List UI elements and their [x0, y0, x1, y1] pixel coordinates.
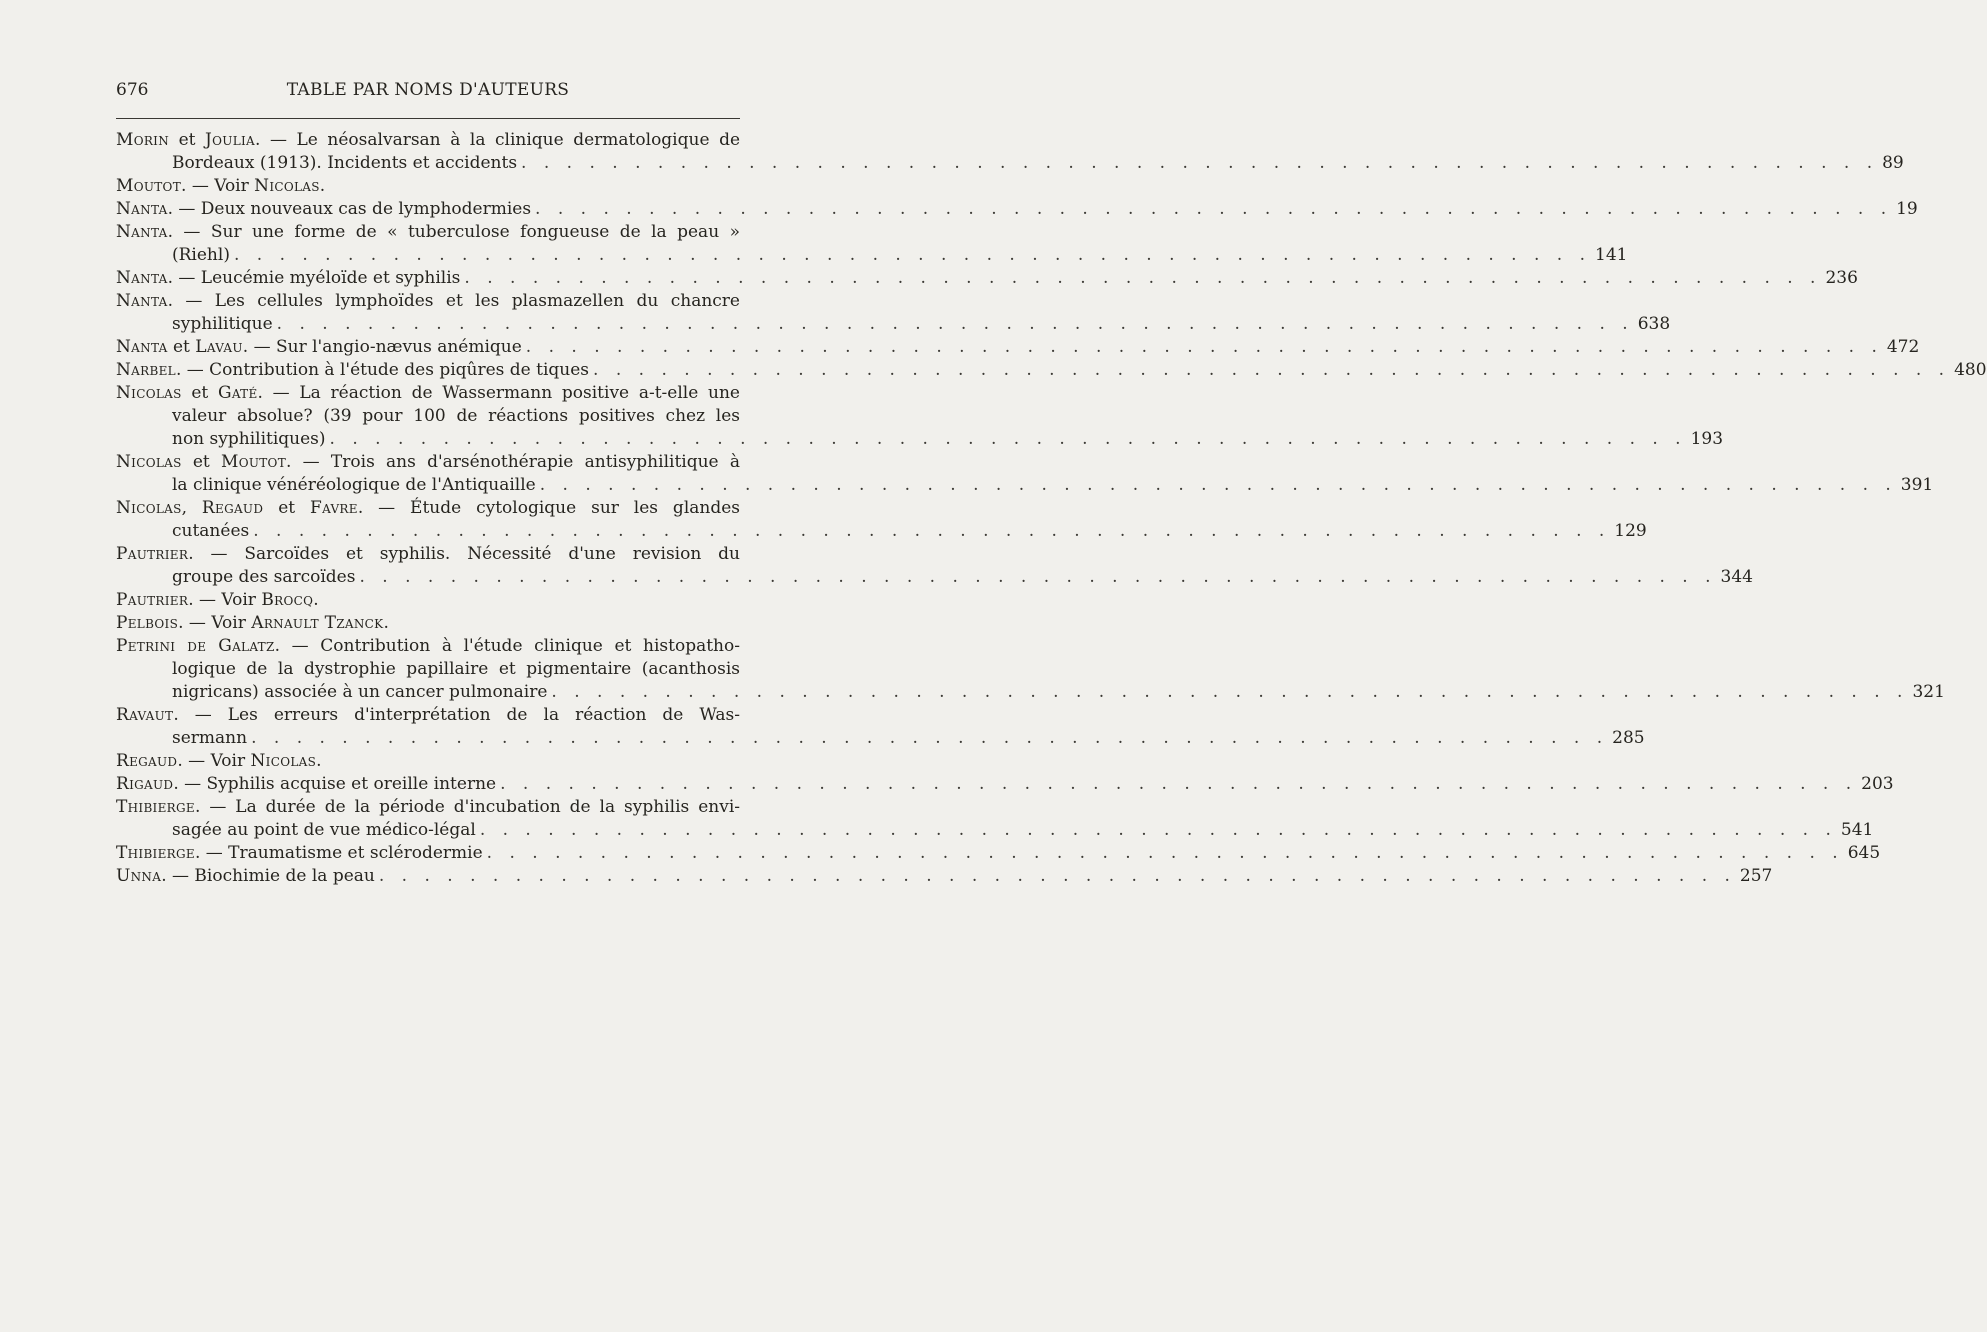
- index-entry: [116, 750, 740, 773]
- author-name: Nanta: [116, 291, 168, 311]
- index-entry: [116, 865, 1773, 888]
- dot-leader: . . . . . . . . . . . . . . . . . . . . . . . . . . . . . . . . . . . . . . . . . . . . . . . . . . . . . . . . . . . .: [253, 521, 1611, 541]
- dot-leader: . . . . . . . . . . . . . . . . . . . . . . . . . . . . . . . . . . . . . . . . . . . . . . . . . . . . . . . . . . . .: [539, 475, 1897, 495]
- index-entry: [116, 129, 1904, 175]
- page-ref: 472: [1886, 337, 1920, 357]
- cross-reference: Nicolas: [250, 751, 317, 771]
- entry-middle-line: logique de la dystrophie papillaire et pigmentaire (acanthosis: [172, 659, 740, 679]
- page-ref: 19: [1896, 199, 1918, 219]
- author-name: Unna: [116, 866, 162, 886]
- entry-middle-line: valeur absolue? (39 pour 100 de réactions positives chez les: [172, 406, 740, 426]
- index-entry: [116, 773, 1894, 796]
- author-name: Pautrier: [116, 544, 189, 564]
- dot-leader: . . . . . . . . . . . . . . . . . . . . . . . . . . . . . . . . . . . . . . . . . . . . . . . . . . . . . . . . . . . .: [378, 866, 1736, 886]
- page-ref: 480: [1954, 360, 1987, 380]
- page-ref: 203: [1861, 774, 1894, 794]
- entry-title: nigricans) associée à un cancer pulmonaire: [172, 682, 548, 702]
- entry-title: . — Étude cytologique sur les glandes: [357, 498, 741, 518]
- author-name: Morin: [116, 130, 170, 150]
- entry-title: syphilitique: [172, 314, 273, 334]
- entry-title: . — Les erreurs d'interprétation de la réaction de Was-: [173, 705, 740, 725]
- author-name: Favre: [310, 498, 358, 518]
- author-name: Nanta: [116, 337, 168, 357]
- entry-title: . — Sur l'angio-nævus anémique: [242, 337, 522, 357]
- entry-last-line: [116, 566, 1753, 589]
- author-name: Rigaud: [116, 774, 174, 794]
- dot-leader: . . . . . . . . . . . . . . . . . . . . . . . . . . . . . . . . . . . . . . . . . . . . . . . . . . . . . . . . . . . .: [276, 314, 1634, 334]
- entry-last-line: [116, 819, 1874, 842]
- entry-first-line: [116, 543, 740, 566]
- page-ref: 645: [1847, 843, 1881, 863]
- entry-title: . — Sur une forme de « tuberculose fongueuse de la peau »: [167, 222, 740, 242]
- entry-first-line: [116, 359, 1987, 382]
- entry-last-line: [116, 474, 1934, 497]
- entry-first-line: Regaud. — Voir Nicolas.: [116, 751, 322, 771]
- page-ref: 129: [1614, 521, 1647, 541]
- author-name: Joulia: [205, 130, 255, 150]
- entry-title: . — Deux nouveaux cas de lymphodermies: [167, 199, 532, 219]
- index-entry: [116, 221, 1628, 267]
- author-name: Regaud: [201, 498, 264, 518]
- author-name: Moutot: [116, 176, 182, 196]
- dot-leader: . . . . . . . . . . . . . . . . . . . . . . . . . . . . . . . . . . . . . . . . . . . . . . . . . . . . . . . . . . . .: [329, 429, 1687, 449]
- dot-leader: . . . . . . . . . . . . . . . . . . . . . . . . . . . . . . . . . . . . . . . . . . . . . . . . . . . . . . . . . . . .: [500, 774, 1858, 794]
- page-ref: 321: [1912, 682, 1945, 702]
- entry-first-line: [116, 267, 1858, 290]
- entry-title: . — Contribution à l'étude des piqûres de tiques: [175, 360, 590, 380]
- page-title: TABLE PAR NOMS D'AUTEURS: [286, 80, 570, 100]
- page-ref: 89: [1882, 153, 1904, 173]
- author-name: Lavau: [195, 337, 243, 357]
- index-entry: [116, 451, 1934, 497]
- entry-last-line: [116, 244, 1628, 267]
- entry-title: cutanées: [172, 521, 250, 541]
- index-entry: [116, 796, 1874, 842]
- index-entry: [116, 382, 1724, 451]
- index-entry: [116, 336, 1920, 359]
- page-ref: 391: [1900, 475, 1934, 495]
- author-name: Regaud: [116, 751, 178, 771]
- page-ref: 638: [1637, 314, 1671, 334]
- author-name: Pautrier: [116, 590, 189, 610]
- entry-first-line: [116, 773, 1894, 796]
- dot-leader: . . . . . . . . . . . . . . . . . . . . . . . . . . . . . . . . . . . . . . . . . . . . . . . . . . . . . . . . . . . .: [486, 843, 1844, 863]
- page-ref: 285: [1612, 728, 1645, 748]
- author-name: Pelbois: [116, 613, 179, 633]
- page-ref: 344: [1720, 567, 1753, 587]
- entry-last-line: [116, 681, 1945, 704]
- entry-title: sermann: [172, 728, 248, 748]
- entry-title: Bordeaux (1913). Incidents et accidents: [172, 153, 518, 173]
- index-entry: [116, 842, 1881, 865]
- page-ref: 141: [1595, 245, 1628, 265]
- header-rule: [116, 118, 740, 119]
- entry-first-line: Pelbois. — Voir Arnault Tzanck.: [116, 613, 389, 633]
- entry-title: . — La réaction de Wassermann positive a-t-elle une: [257, 383, 740, 403]
- entry-first-line: Nicolas et Moutot. — Trois ans d'arsénothérapie antisyphilitique à: [116, 452, 740, 472]
- author-name: Moutot: [221, 452, 287, 472]
- dot-leader: . . . . . . . . . . . . . . . . . . . . . . . . . . . . . . . . . . . . . . . . . . . . . . . . . . . . . . . . . . . .: [251, 728, 1609, 748]
- entry-last-line: [116, 520, 1647, 543]
- author-name: Narbel: [116, 360, 176, 380]
- running-header: [116, 80, 740, 106]
- entry-title: . — Traumatisme et sclérodermie: [194, 843, 483, 863]
- entry-title: (Riehl): [172, 245, 230, 265]
- author-name: Ravaut: [116, 705, 174, 725]
- index-entry: [116, 175, 740, 198]
- cross-reference: Nicolas: [254, 176, 320, 196]
- entry-first-line: [116, 842, 1881, 865]
- index-entry: [116, 543, 1753, 589]
- author-name: Thibierge: [116, 797, 195, 817]
- dot-leader: . . . . . . . . . . . . . . . . . . . . . . . . . . . . . . . . . . . . . . . . . . . . . . . . . . . . . . . . . . . .: [359, 567, 1717, 587]
- entry-first-line: [116, 221, 740, 244]
- entry-last-line: [116, 313, 1671, 336]
- entry-first-line: Nicolas, Regaud et Favre. — Étude cytologique sur les glandes: [116, 498, 741, 518]
- entry-first-line: Moutot. — Voir Nicolas.: [116, 176, 326, 196]
- entry-title: . — Les cellules lymphoïdes et les plasmazellen du chancre: [167, 291, 740, 311]
- entry-title: . — Sarcoïdes et syphilis. Nécessité d'une revision du: [188, 544, 740, 564]
- entry-title: . — Contribution à l'étude clinique et histopatho-: [274, 636, 740, 656]
- entry-title: . — Trois ans d'arsénothérapie antisyphilitique à: [286, 452, 740, 472]
- entry-title: . — Le néosalvarsan à la clinique dermatologique de: [255, 130, 741, 150]
- entry-title: . — Leucémie myéloïde et syphilis: [167, 268, 461, 288]
- page-ref: 541: [1840, 820, 1874, 840]
- entry-title: la clinique vénéréologique de l'Antiquaille: [172, 475, 536, 495]
- entry-last-line: [116, 727, 1645, 750]
- page-ref: 257: [1739, 866, 1773, 886]
- entry-last-line: [116, 428, 1724, 451]
- entry-first-line: [116, 796, 740, 819]
- entry-first-line: Morin et Joulia. — Le néosalvarsan à la clinique dermatologique de: [116, 130, 741, 150]
- page-ref: 236: [1825, 268, 1858, 288]
- index-entry: [116, 359, 1987, 382]
- entry-title: . — Syphilis acquise et oreille interne: [173, 774, 497, 794]
- author-index: [116, 129, 1987, 888]
- index-entry: [116, 589, 740, 612]
- author-name: Thibierge: [116, 843, 195, 863]
- dot-leader: . . . . . . . . . . . . . . . . . . . . . . . . . . . . . . . . . . . . . . . . . . . . . . . . . . . . . . . . . . . .: [551, 682, 1909, 702]
- entry-first-line: Nanta et Lavau. — Sur l'angio-nævus anémique . . . . . . . . . . . . . . . . . . . . . . . . . . . . . . . . . . . . . . . . . . . . . . . . . . . . . . . . . . . . 472: [116, 337, 1920, 357]
- entry-title: non syphilitiques): [172, 429, 326, 449]
- index-entry: [116, 635, 1945, 704]
- entry-title: . — Biochimie de la peau: [161, 866, 375, 886]
- entry-first-line: [116, 865, 1773, 888]
- entry-title: sagée au point de vue médico-légal: [172, 820, 476, 840]
- dot-leader: . . . . . . . . . . . . . . . . . . . . . . . . . . . . . . . . . . . . . . . . . . . . . . . . . . . . . . . . . . . .: [233, 245, 1592, 265]
- index-entry: [116, 704, 1645, 750]
- entry-first-line: [116, 635, 740, 658]
- page-number: 676: [116, 80, 149, 100]
- cross-reference: Brocq: [261, 590, 314, 610]
- author-name: Nanta: [116, 199, 168, 219]
- page-ref: 193: [1690, 429, 1724, 449]
- author-name: Nicolas: [116, 383, 182, 403]
- author-name: Gaté: [217, 383, 258, 403]
- dot-leader: . . . . . . . . . . . . . . . . . . . . . . . . . . . . . . . . . . . . . . . . . . . . . . . . . . . . . . . . . . . .: [525, 337, 1883, 357]
- entry-title: groupe des sarcoïdes: [172, 567, 356, 587]
- entry-first-line: Nicolas et Gaté. — La réaction de Wassermann positive a-t-elle une: [116, 383, 740, 403]
- index-entry: [116, 290, 1671, 336]
- index-entry: [116, 267, 1858, 290]
- index-entry: [116, 198, 1918, 221]
- dot-leader: . . . . . . . . . . . . . . . . . . . . . . . . . . . . . . . . . . . . . . . . . . . . . . . . . . . . . . . . . . . .: [593, 360, 1951, 380]
- index-entry: [116, 612, 740, 635]
- dot-leader: . . . . . . . . . . . . . . . . . . . . . . . . . . . . . . . . . . . . . . . . . . . . . . . . . . . . . . . . . . . .: [464, 268, 1822, 288]
- entry-first-line: [116, 704, 740, 727]
- entry-first-line: [116, 290, 740, 313]
- author-name: Nanta: [116, 268, 168, 288]
- author-name: Petrini de Galatz: [116, 636, 275, 656]
- dot-leader: . . . . . . . . . . . . . . . . . . . . . . . . . . . . . . . . . . . . . . . . . . . . . . . . . . . . . . . . . . . .: [521, 153, 1879, 173]
- dot-leader: . . . . . . . . . . . . . . . . . . . . . . . . . . . . . . . . . . . . . . . . . . . . . . . . . . . . . . . . . . . .: [479, 820, 1837, 840]
- entry-title: . — La durée de la période d'incubation de la syphilis envi-: [194, 797, 740, 817]
- entry-last-line: [116, 152, 1904, 175]
- cross-reference: Arnault Tzanck: [251, 613, 384, 633]
- entry-first-line: [116, 198, 1918, 221]
- author-name: Nicolas: [116, 498, 182, 518]
- dot-leader: . . . . . . . . . . . . . . . . . . . . . . . . . . . . . . . . . . . . . . . . . . . . . . . . . . . . . . . . . . . .: [535, 199, 1893, 219]
- author-name: Nicolas: [116, 452, 182, 472]
- index-entry: [116, 497, 1647, 543]
- entry-first-line: Pautrier. — Voir Brocq.: [116, 590, 319, 610]
- author-name: Nanta: [116, 222, 168, 242]
